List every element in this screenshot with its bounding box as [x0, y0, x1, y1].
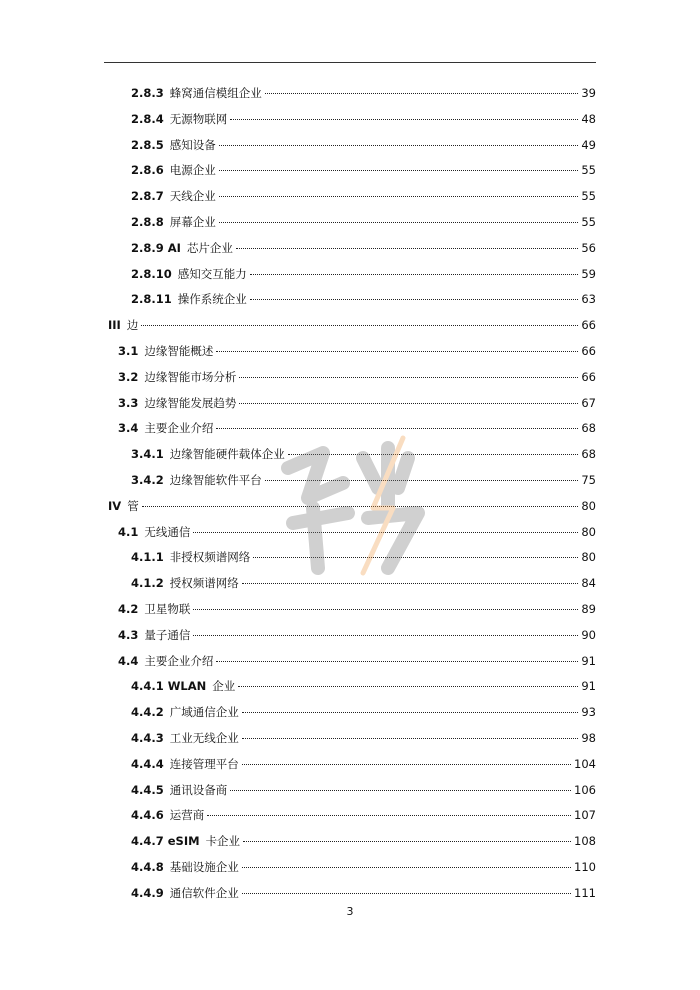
toc-entry-number: 4.4.6 — [131, 808, 164, 823]
toc-entry-number: 4.4 — [118, 653, 139, 668]
toc-entry-page: 108 — [574, 834, 596, 849]
toc-entry-number: 4.4.5 — [131, 782, 164, 797]
toc-entry-title: 天线企业 — [169, 189, 216, 204]
toc-dot-leader — [207, 815, 571, 816]
toc-entry-number: 4.3 — [118, 627, 139, 642]
page-number: 3 — [346, 905, 354, 918]
toc-entry-page: 90 — [581, 627, 596, 642]
toc-entry[interactable] — [131, 212, 596, 232]
toc-entry-number: 4.4.7 eSIM — [131, 834, 200, 849]
toc-entry-number: 2.8.5 — [131, 137, 164, 152]
toc-entry-page: 110 — [574, 860, 596, 874]
toc-entry[interactable] — [131, 728, 596, 748]
toc-entry[interactable] — [131, 702, 596, 722]
toc-dot-leader — [238, 686, 578, 687]
toc-entry-page: 59 — [581, 266, 596, 281]
toc-dot-leader — [216, 661, 578, 662]
toc-entry-title: 企业 — [212, 679, 236, 694]
toc-entry[interactable] — [131, 289, 596, 309]
toc-dot-leader — [230, 119, 578, 120]
toc-entry-title: 屏幕企业 — [169, 215, 216, 229]
toc-entry[interactable] — [131, 186, 596, 206]
toc-entry[interactable] — [131, 780, 596, 800]
toc-entry-number: 4.4.8 — [131, 860, 164, 874]
toc-entry-page: 93 — [581, 705, 596, 720]
toc-entry-title: 感知交互能力 — [177, 266, 247, 281]
toc-entry-page: 104 — [574, 756, 596, 771]
toc-entry-page: 68 — [581, 447, 596, 462]
toc-entry-page: 49 — [581, 137, 596, 152]
toc-entry[interactable] — [131, 676, 596, 696]
toc-entry-page: 56 — [581, 240, 596, 255]
toc-entry[interactable] — [118, 393, 596, 413]
toc-dot-leader — [219, 145, 579, 146]
toc-entry[interactable] — [131, 831, 596, 851]
toc-dot-leader — [219, 196, 579, 197]
toc-dot-leader — [250, 274, 579, 275]
toc-dot-leader — [242, 712, 579, 713]
toc-entry-page: 75 — [581, 473, 596, 487]
toc-entry-title: 边缘智能硬件载体企业 — [169, 447, 285, 462]
toc-entry-title: 管 — [127, 498, 139, 513]
toc-entry-number: 4.1.1 — [131, 550, 164, 565]
toc-entry-title: 连接管理平台 — [169, 756, 239, 771]
toc-entry-number: 3.3 — [118, 395, 139, 410]
toc-entry-page: 66 — [581, 369, 596, 384]
toc-entry-number: 4.4.1 WLAN — [131, 679, 207, 694]
toc-entry-number: 3.1 — [118, 344, 139, 358]
toc-dot-leader — [219, 222, 579, 223]
toc-entry-title: 感知设备 — [169, 137, 216, 152]
toc-dot-leader — [250, 299, 579, 300]
toc-entry-title: 主要企业介绍 — [144, 421, 214, 436]
toc-entry-page: 55 — [581, 189, 596, 204]
toc-entry[interactable] — [118, 599, 596, 619]
toc-entry-title: 量子通信 — [144, 627, 191, 642]
toc-dot-leader — [242, 764, 571, 765]
toc-entry-page: 80 — [581, 550, 596, 565]
toc-entry-title: 非授权频谱网络 — [169, 550, 251, 565]
toc-entry-page: 89 — [581, 602, 596, 616]
toc-entry-title: 无线通信 — [144, 524, 191, 539]
toc-entry-page: 68 — [581, 421, 596, 436]
toc-entry[interactable] — [131, 857, 596, 877]
toc-entry-title: 边缘智能概述 — [144, 344, 214, 358]
toc-entry-page: 98 — [581, 731, 596, 745]
toc-dot-leader — [242, 738, 579, 739]
toc-entry-title: 无源物联网 — [169, 111, 228, 126]
toc-entry-title: 蜂窝通信模组企业 — [169, 86, 262, 100]
toc-entry-number: 4.4.9 — [131, 885, 164, 900]
toc-entry-page: 48 — [581, 111, 596, 126]
toc-entry-page: 84 — [581, 576, 596, 591]
toc-entry[interactable] — [131, 160, 596, 180]
toc-entry-title: 边缘智能发展趋势 — [144, 395, 237, 410]
toc-entry[interactable] — [131, 754, 596, 774]
toc-entry-number: IV — [108, 498, 122, 513]
toc-entry-page: 106 — [574, 782, 596, 797]
toc-dot-leader — [230, 790, 571, 791]
toc-entry[interactable] — [131, 264, 596, 284]
toc-entry-title: 卫星物联 — [144, 602, 191, 616]
toc-entry[interactable] — [131, 238, 596, 258]
toc-entry-page: 55 — [581, 215, 596, 229]
toc-entry-number: 4.1 — [118, 524, 139, 539]
toc-entry-number: III — [108, 318, 121, 333]
toc-dot-leader — [216, 351, 578, 352]
toc-entry-title: 边缘智能市场分析 — [144, 369, 237, 384]
toc-entry-number: 3.4 — [118, 421, 139, 436]
toc-entry[interactable] — [131, 109, 596, 129]
toc-entry-number: 4.2 — [118, 602, 139, 616]
toc-entry-title: 通信软件企业 — [169, 885, 239, 900]
toc-entry-page: 66 — [581, 344, 596, 358]
toc-entry-title: 边 — [126, 318, 139, 333]
toc-dot-leader — [265, 93, 579, 94]
toc-entry-page: 91 — [581, 679, 596, 694]
toc-entry-number: 3.2 — [118, 369, 139, 384]
toc-entry[interactable] — [118, 367, 596, 387]
toc-entry-number: 4.4.4 — [131, 756, 164, 771]
toc-entry-page: 80 — [581, 498, 596, 513]
toc-entry-page: 111 — [574, 885, 596, 900]
toc-entry-number: 4.4.2 — [131, 705, 164, 720]
toc-entry-title: 边缘智能软件平台 — [169, 473, 262, 487]
toc-entry-title: 芯片企业 — [186, 240, 233, 255]
toc-entry-page: 55 — [581, 163, 596, 178]
toc-entry-page: 107 — [574, 808, 596, 823]
toc-entry-title: 运营商 — [169, 808, 205, 823]
toc-entry-page: 91 — [581, 653, 596, 668]
toc-entry-page: 66 — [581, 318, 596, 333]
toc-dot-leader — [243, 841, 571, 842]
toc-dot-leader — [242, 583, 579, 584]
watermark-logo — [268, 428, 438, 578]
toc-entry-title: 广域通信企业 — [169, 705, 239, 720]
toc-dot-leader — [219, 170, 579, 171]
toc-entry[interactable] — [118, 625, 596, 645]
toc-entry-number: 2.8.7 — [131, 189, 164, 204]
toc-entry[interactable] — [131, 883, 596, 903]
toc-entry-title: 授权频谱网络 — [169, 576, 239, 591]
toc-entry[interactable] — [118, 341, 596, 361]
toc-dot-leader — [242, 893, 571, 894]
header-rule — [104, 62, 596, 63]
toc-entry-number: 2.8.6 — [131, 163, 164, 178]
toc-dot-leader — [239, 403, 578, 404]
toc-entry-number: 2.8.8 — [131, 215, 164, 229]
toc-dot-leader — [141, 325, 578, 326]
toc-entry-title: 工业无线企业 — [169, 731, 239, 745]
toc-entry-title: 主要企业介绍 — [144, 653, 214, 668]
toc-entry-title: 基础设施企业 — [169, 860, 239, 874]
toc-dot-leader — [193, 609, 578, 610]
toc-entry-number: 2.8.11 — [131, 292, 172, 307]
toc-entry-page: 67 — [581, 395, 596, 410]
toc-entry[interactable] — [131, 83, 596, 103]
toc-entry-page: 63 — [581, 292, 596, 307]
toc-entry-page: 39 — [581, 86, 596, 100]
toc-entry-number: 3.4.2 — [131, 473, 164, 487]
toc-entry-number: 3.4.1 — [131, 447, 164, 462]
toc-entry[interactable] — [131, 135, 596, 155]
toc-entry-number: 2.8.4 — [131, 111, 164, 126]
toc-dot-leader — [242, 867, 571, 868]
toc-entry[interactable] — [131, 805, 596, 825]
toc-entry-page: 80 — [581, 524, 596, 539]
toc-entry[interactable] — [108, 315, 596, 335]
toc-entry-title: 电源企业 — [169, 163, 216, 178]
toc-entry-number: 4.1.2 — [131, 576, 164, 591]
toc-entry-number: 2.8.9 AI — [131, 240, 181, 255]
toc-dot-leader — [236, 248, 578, 249]
toc-entry-number: 2.8.3 — [131, 86, 164, 100]
toc-entry-title: 操作系统企业 — [177, 292, 247, 307]
toc-entry-number: 4.4.3 — [131, 731, 164, 745]
toc-entry-title: 通讯设备商 — [169, 782, 228, 797]
toc-entry-number: 2.8.10 — [131, 266, 172, 281]
toc-entry[interactable] — [118, 651, 596, 671]
toc-entry-title: 卡企业 — [205, 834, 241, 849]
toc-dot-leader — [193, 635, 578, 636]
toc-dot-leader — [239, 377, 578, 378]
